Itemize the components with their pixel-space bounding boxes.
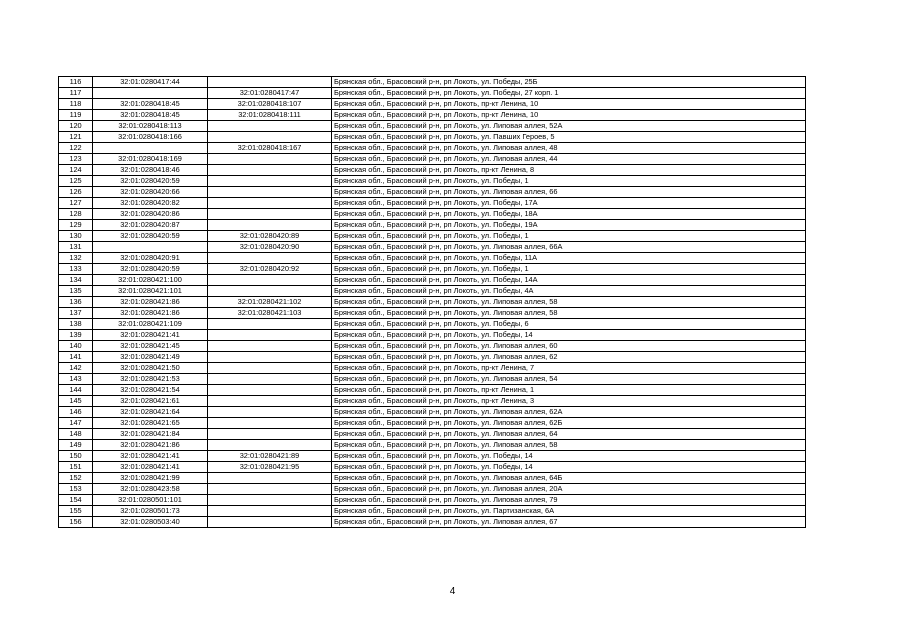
table-row <box>59 319 806 330</box>
row-number-cell: 143 <box>59 374 93 385</box>
row-number-cell: 127 <box>59 198 93 209</box>
table-row <box>59 330 806 341</box>
object-number-cell: 32:01:0280421:89 <box>208 451 332 462</box>
row-number-cell: 150 <box>59 451 93 462</box>
cadastral-number-cell: 32:01:0280418:113 <box>93 121 208 132</box>
property-registry-table <box>58 76 806 528</box>
address-cell: Брянская обл., Брасовский р-н, рп Локоть, ул. Победы, 18А <box>332 209 806 220</box>
cadastral-number-cell: 32:01:0280421:50 <box>93 363 208 374</box>
cadastral-number-cell: 32:01:0280421:49 <box>93 352 208 363</box>
row-number-cell: 138 <box>59 319 93 330</box>
address-cell: Брянская обл., Брасовский р-н, рп Локоть, ул. Липовая аллея, 60 <box>332 341 806 352</box>
cadastral-number-cell: 32:01:0280421:84 <box>93 429 208 440</box>
cadastral-number-cell: 32:01:0280421:41 <box>93 451 208 462</box>
table-row <box>59 242 806 253</box>
address-cell: Брянская обл., Брасовский р-н, рп Локоть, ул. Победы, 11А <box>332 253 806 264</box>
object-number-cell: 32:01:0280420:89 <box>208 231 332 242</box>
table-row <box>59 506 806 517</box>
table-row <box>59 99 806 110</box>
table-row <box>59 165 806 176</box>
table-row <box>59 473 806 484</box>
table-row <box>59 495 806 506</box>
object-number-cell <box>208 319 332 330</box>
object-number-cell <box>208 385 332 396</box>
address-cell: Брянская обл., Брасовский р-н, рп Локоть, ул. Липовая аллея, 66А <box>332 242 806 253</box>
cadastral-number-cell <box>93 242 208 253</box>
table-row <box>59 396 806 407</box>
cadastral-number-cell: 32:01:0280421:100 <box>93 275 208 286</box>
table-row <box>59 341 806 352</box>
table-row <box>59 187 806 198</box>
cadastral-number-cell: 32:01:0280420:59 <box>93 231 208 242</box>
object-number-cell: 32:01:0280421:102 <box>208 297 332 308</box>
table-row <box>59 517 806 528</box>
address-cell: Брянская обл., Брасовский р-н, рп Локоть, ул. Липовая аллея, 48 <box>332 143 806 154</box>
table-row <box>59 451 806 462</box>
table-row <box>59 363 806 374</box>
address-cell: Брянская обл., Брасовский р-н, рп Локоть, ул. Победы, 27 корп. 1 <box>332 88 806 99</box>
address-cell: Брянская обл., Брасовский р-н, рп Локоть, пр-кт Ленина, 3 <box>332 396 806 407</box>
address-cell: Брянская обл., Брасовский р-н, рп Локоть, ул. Победы, 14 <box>332 451 806 462</box>
page-number: 4 <box>449 586 456 597</box>
object-number-cell <box>208 484 332 495</box>
cadastral-number-cell: 32:01:0280421:41 <box>93 330 208 341</box>
table-row <box>59 132 806 143</box>
address-cell: Брянская обл., Брасовский р-н, рп Локоть, ул. Липовая аллея, 62А <box>332 407 806 418</box>
address-cell: Брянская обл., Брасовский р-н, рп Локоть, ул. Липовая аллея, 64 <box>332 429 806 440</box>
row-number-cell: 116 <box>59 77 93 88</box>
object-number-cell: 32:01:0280420:90 <box>208 242 332 253</box>
table-row <box>59 231 806 242</box>
row-number-cell: 126 <box>59 187 93 198</box>
object-number-cell <box>208 374 332 385</box>
cadastral-number-cell <box>93 143 208 154</box>
object-number-cell: 32:01:0280418:167 <box>208 143 332 154</box>
row-number-cell: 147 <box>59 418 93 429</box>
object-number-cell <box>208 165 332 176</box>
address-cell: Брянская обл., Брасовский р-н, рп Локоть, пр-кт Ленина, 10 <box>332 99 806 110</box>
cadastral-number-cell: 32:01:0280420:59 <box>93 264 208 275</box>
cadastral-number-cell: 32:01:0280501:73 <box>93 506 208 517</box>
table-row <box>59 253 806 264</box>
table-row <box>59 429 806 440</box>
row-number-cell: 130 <box>59 231 93 242</box>
object-number-cell <box>208 363 332 374</box>
object-number-cell <box>208 275 332 286</box>
cadastral-number-cell: 32:01:0280421:53 <box>93 374 208 385</box>
object-number-cell <box>208 495 332 506</box>
address-cell: Брянская обл., Брасовский р-н, рп Локоть, пр-кт Ленина, 8 <box>332 165 806 176</box>
row-number-cell: 152 <box>59 473 93 484</box>
row-number-cell: 117 <box>59 88 93 99</box>
object-number-cell <box>208 517 332 528</box>
row-number-cell: 151 <box>59 462 93 473</box>
table-row <box>59 440 806 451</box>
object-number-cell <box>208 286 332 297</box>
row-number-cell: 148 <box>59 429 93 440</box>
object-number-cell <box>208 396 332 407</box>
object-number-cell <box>208 176 332 187</box>
table-row <box>59 110 806 121</box>
row-number-cell: 140 <box>59 341 93 352</box>
table-row <box>59 220 806 231</box>
address-cell: Брянская обл., Брасовский р-н, рп Локоть, ул. Победы, 14 <box>332 462 806 473</box>
object-number-cell <box>208 132 332 143</box>
table-row <box>59 143 806 154</box>
row-number-cell: 153 <box>59 484 93 495</box>
table-row <box>59 407 806 418</box>
cadastral-number-cell: 32:01:0280420:59 <box>93 176 208 187</box>
row-number-cell: 119 <box>59 110 93 121</box>
cadastral-number-cell: 32:01:0280418:169 <box>93 154 208 165</box>
address-cell: Брянская обл., Брасовский р-н, рп Локоть, ул. Липовая аллея, 67 <box>332 517 806 528</box>
address-cell: Брянская обл., Брасовский р-н, рп Локоть, ул. Липовая аллея, 64Б <box>332 473 806 484</box>
address-cell: Брянская обл., Брасовский р-н, рп Локоть, ул. Липовая аллея, 52А <box>332 121 806 132</box>
table-row <box>59 297 806 308</box>
object-number-cell <box>208 506 332 517</box>
object-number-cell <box>208 209 332 220</box>
address-cell: Брянская обл., Брасовский р-н, рп Локоть, ул. Партизанская, 6А <box>332 506 806 517</box>
address-cell: Брянская обл., Брасовский р-н, рп Локоть, ул. Победы, 19А <box>332 220 806 231</box>
object-number-cell: 32:01:0280421:95 <box>208 462 332 473</box>
object-number-cell <box>208 429 332 440</box>
cadastral-number-cell: 32:01:0280501:101 <box>93 495 208 506</box>
table-row <box>59 286 806 297</box>
table-body <box>59 77 806 528</box>
address-cell: Брянская обл., Брасовский р-н, рп Локоть, ул. Победы, 25Б <box>332 77 806 88</box>
table-row <box>59 484 806 495</box>
row-number-cell: 132 <box>59 253 93 264</box>
cadastral-number-cell: 32:01:0280421:45 <box>93 341 208 352</box>
table-row <box>59 374 806 385</box>
address-cell: Брянская обл., Брасовский р-н, рп Локоть, ул. Липовая аллея, 44 <box>332 154 806 165</box>
object-number-cell <box>208 187 332 198</box>
address-cell: Брянская обл., Брасовский р-н, рп Локоть, ул. Павших Героев, 5 <box>332 132 806 143</box>
table-row <box>59 88 806 99</box>
address-cell: Брянская обл., Брасовский р-н, рп Локоть, пр-кт Ленина, 7 <box>332 363 806 374</box>
cadastral-number-cell: 32:01:0280503:40 <box>93 517 208 528</box>
row-number-cell: 154 <box>59 495 93 506</box>
cadastral-number-cell: 32:01:0280421:54 <box>93 385 208 396</box>
address-cell: Брянская обл., Брасовский р-н, рп Локоть, ул. Липовая аллея, 20А <box>332 484 806 495</box>
object-number-cell <box>208 341 332 352</box>
address-cell: Брянская обл., Брасовский р-н, рп Локоть, ул. Липовая аллея, 58 <box>332 297 806 308</box>
address-cell: Брянская обл., Брасовский р-н, рп Локоть, ул. Липовая аллея, 66 <box>332 187 806 198</box>
row-number-cell: 124 <box>59 165 93 176</box>
cadastral-number-cell: 32:01:0280421:64 <box>93 407 208 418</box>
table-row <box>59 275 806 286</box>
address-cell: Брянская обл., Брасовский р-н, рп Локоть, ул. Липовая аллея, 54 <box>332 374 806 385</box>
table-row <box>59 264 806 275</box>
row-number-cell: 137 <box>59 308 93 319</box>
row-number-cell: 122 <box>59 143 93 154</box>
table-row <box>59 121 806 132</box>
cadastral-number-cell: 32:01:0280421:86 <box>93 440 208 451</box>
address-cell: Брянская обл., Брасовский р-н, рп Локоть, ул. Победы, 14 <box>332 330 806 341</box>
object-number-cell: 32:01:0280421:103 <box>208 308 332 319</box>
address-cell: Брянская обл., Брасовский р-н, рп Локоть, ул. Липовая аллея, 79 <box>332 495 806 506</box>
row-number-cell: 141 <box>59 352 93 363</box>
table-row <box>59 176 806 187</box>
cadastral-number-cell: 32:01:0280421:86 <box>93 297 208 308</box>
address-cell: Брянская обл., Брасовский р-н, рп Локоть, ул. Липовая аллея, 58 <box>332 440 806 451</box>
table-row <box>59 352 806 363</box>
cadastral-number-cell: 32:01:0280418:46 <box>93 165 208 176</box>
cadastral-number-cell: 32:01:0280420:86 <box>93 209 208 220</box>
cadastral-number-cell: 32:01:0280420:82 <box>93 198 208 209</box>
row-number-cell: 118 <box>59 99 93 110</box>
cadastral-number-cell: 32:01:0280418:45 <box>93 99 208 110</box>
object-number-cell <box>208 77 332 88</box>
address-cell: Брянская обл., Брасовский р-н, рп Локоть, ул. Липовая аллея, 62 <box>332 352 806 363</box>
cadastral-number-cell: 32:01:0280421:86 <box>93 308 208 319</box>
object-number-cell: 32:01:0280418:107 <box>208 99 332 110</box>
object-number-cell <box>208 220 332 231</box>
row-number-cell: 131 <box>59 242 93 253</box>
row-number-cell: 129 <box>59 220 93 231</box>
row-number-cell: 120 <box>59 121 93 132</box>
object-number-cell <box>208 440 332 451</box>
cadastral-number-cell: 32:01:0280421:41 <box>93 462 208 473</box>
row-number-cell: 142 <box>59 363 93 374</box>
row-number-cell: 121 <box>59 132 93 143</box>
object-number-cell: 32:01:0280418:111 <box>208 110 332 121</box>
cadastral-number-cell: 32:01:0280421:61 <box>93 396 208 407</box>
table-row <box>59 385 806 396</box>
address-cell: Брянская обл., Брасовский р-н, рп Локоть, пр-кт Ленина, 10 <box>332 110 806 121</box>
table-row <box>59 209 806 220</box>
address-cell: Брянская обл., Брасовский р-н, рп Локоть, ул. Липовая аллея, 62Б <box>332 418 806 429</box>
cadastral-number-cell: 32:01:0280421:65 <box>93 418 208 429</box>
cadastral-number-cell: 32:01:0280423:58 <box>93 484 208 495</box>
address-cell: Брянская обл., Брасовский р-н, рп Локоть, ул. Липовая аллея, 58 <box>332 308 806 319</box>
object-number-cell <box>208 330 332 341</box>
object-number-cell <box>208 407 332 418</box>
table-row <box>59 77 806 88</box>
cadastral-number-cell: 32:01:0280418:166 <box>93 132 208 143</box>
row-number-cell: 123 <box>59 154 93 165</box>
cadastral-number-cell: 32:01:0280418:45 <box>93 110 208 121</box>
row-number-cell: 139 <box>59 330 93 341</box>
cadastral-number-cell: 32:01:0280421:101 <box>93 286 208 297</box>
cadastral-number-cell <box>93 88 208 99</box>
object-number-cell: 32:01:0280420:92 <box>208 264 332 275</box>
table-row <box>59 418 806 429</box>
address-cell: Брянская обл., Брасовский р-н, рп Локоть, ул. Победы, 6 <box>332 319 806 330</box>
cadastral-number-cell: 32:01:0280421:109 <box>93 319 208 330</box>
object-number-cell <box>208 352 332 363</box>
cadastral-number-cell: 32:01:0280421:99 <box>93 473 208 484</box>
row-number-cell: 135 <box>59 286 93 297</box>
address-cell: Брянская обл., Брасовский р-н, рп Локоть, ул. Победы, 1 <box>332 176 806 187</box>
cadastral-number-cell: 32:01:0280420:87 <box>93 220 208 231</box>
row-number-cell: 149 <box>59 440 93 451</box>
address-cell: Брянская обл., Брасовский р-н, рп Локоть, ул. Победы, 1 <box>332 264 806 275</box>
address-cell: Брянская обл., Брасовский р-н, рп Локоть, ул. Победы, 14А <box>332 275 806 286</box>
cadastral-number-cell: 32:01:0280420:66 <box>93 187 208 198</box>
table-row <box>59 198 806 209</box>
cadastral-number-cell: 32:01:0280417:44 <box>93 77 208 88</box>
row-number-cell: 144 <box>59 385 93 396</box>
table-row <box>59 154 806 165</box>
address-cell: Брянская обл., Брасовский р-н, рп Локоть, ул. Победы, 1 <box>332 231 806 242</box>
address-cell: Брянская обл., Брасовский р-н, рп Локоть, пр-кт Ленина, 1 <box>332 385 806 396</box>
object-number-cell <box>208 253 332 264</box>
row-number-cell: 146 <box>59 407 93 418</box>
object-number-cell: 32:01:0280417:47 <box>208 88 332 99</box>
object-number-cell <box>208 154 332 165</box>
object-number-cell <box>208 198 332 209</box>
row-number-cell: 145 <box>59 396 93 407</box>
table-row <box>59 462 806 473</box>
cadastral-number-cell: 32:01:0280420:91 <box>93 253 208 264</box>
row-number-cell: 125 <box>59 176 93 187</box>
address-cell: Брянская обл., Брасовский р-н, рп Локоть, ул. Победы, 4А <box>332 286 806 297</box>
row-number-cell: 136 <box>59 297 93 308</box>
row-number-cell: 156 <box>59 517 93 528</box>
address-cell: Брянская обл., Брасовский р-н, рп Локоть, ул. Победы, 17А <box>332 198 806 209</box>
row-number-cell: 155 <box>59 506 93 517</box>
row-number-cell: 134 <box>59 275 93 286</box>
object-number-cell <box>208 473 332 484</box>
object-number-cell <box>208 418 332 429</box>
table-row <box>59 308 806 319</box>
row-number-cell: 133 <box>59 264 93 275</box>
row-number-cell: 128 <box>59 209 93 220</box>
object-number-cell <box>208 121 332 132</box>
